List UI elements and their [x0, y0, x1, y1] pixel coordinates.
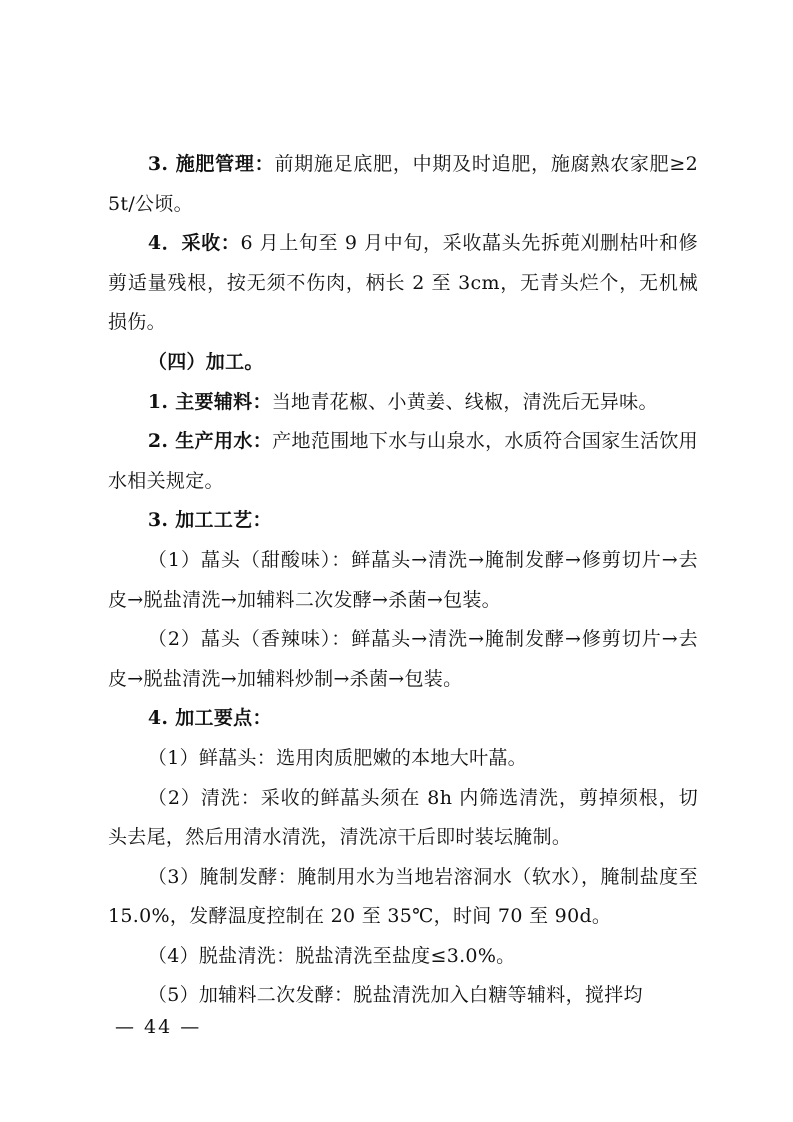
paragraph-text: 前期施足底肥，中期及时追肥，施腐熟农家肥≥25t/公顷。	[108, 153, 699, 215]
paragraph-text: 6 月上旬至 9 月中旬，采收蕌头先拆蔸刈删枯叶和修剪适量残根，按无须不伤肉，柄长 2 至 3cm，无青头烂个，无机械损伤。	[108, 232, 698, 334]
paragraph-fresh-bulb: （1）鲜蕌头：选用肉质肥嫩的本地大叶蕌。	[147, 746, 527, 769]
paragraph-process-spicy: （2）蕌头（香辣味）：鲜蕌头→清洗→腌制发酵→修剪切片→去皮→脱盐清洗→加辅料炒制→杀菌→包装。	[108, 628, 698, 690]
paragraph-fertilizer	[108, 145, 698, 224]
body-text	[108, 145, 698, 1016]
paragraph-water	[108, 422, 698, 501]
section-heading-processing: （四）加工。	[147, 350, 264, 373]
paragraph-washing: （2）清洗：采收的鲜蕌头须在 8h 内筛选清洗，剪掉须根，切头去尾，然后用清水清洗，清洗凉干后即时装坛腌制。	[108, 786, 698, 849]
paragraph-second-fermentation: （5）加辅料二次发酵：脱盐清洗加入白糖等辅料，搅拌均	[147, 984, 643, 1007]
subheading-process: 3. 加工工艺：	[147, 509, 272, 532]
paragraph-lead: 3. 施肥管理：	[147, 153, 275, 175]
paragraph-desalting: （4）脱盐清洗：脱盐清洗至盐度≤3.0%。	[147, 944, 516, 967]
paragraph-text: 当地青花椒、小黄姜、线椒，清洗后无异味。	[271, 390, 658, 413]
paragraph-lead: 1. 主要辅料：	[147, 390, 272, 413]
page-number: — 44 —	[115, 1016, 202, 1038]
paragraph-harvest	[108, 224, 698, 343]
paragraph-lead: 4．采收：	[147, 232, 241, 255]
paragraph-ingredients	[108, 383, 698, 423]
paragraph-process-sweet-sour: （1）蕌头（甜酸味）：鲜蕌头→清洗→腌制发酵→修剪切片→去皮→脱盐清洗→加辅料二次发酵→杀菌→包装。	[108, 548, 698, 611]
paragraph-text: 产地范围地下水与山泉水，水质符合国家生活饮用水相关规定。	[108, 430, 698, 492]
subheading-key-points: 4. 加工要点：	[147, 707, 272, 730]
paragraph-lead: 2. 生产用水：	[147, 430, 273, 453]
paragraph-pickling: （3）腌制发酵：腌制用水为当地岩溶洞水（软水），腌制盐度至 15.0%，发酵温度控制在 20 至 35℃，时间 70 至 90d。	[108, 865, 698, 928]
